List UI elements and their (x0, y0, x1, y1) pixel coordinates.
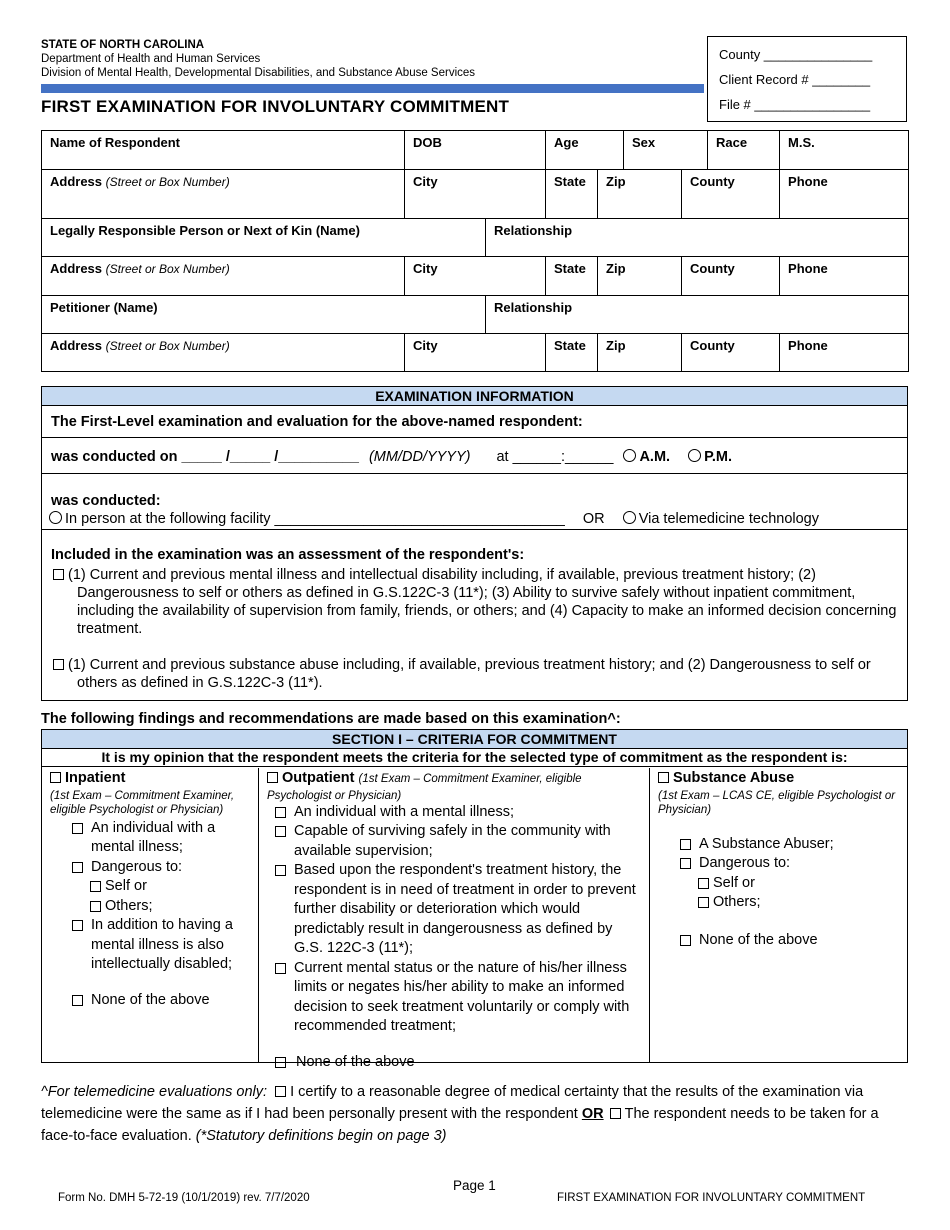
certify-text: I certify to a reasonable degree of medical certainty that the results of the examination via telemedicine were the same as if I had been personally present with the respondent (41, 1084, 864, 1122)
mental-illness-checkbox-icon[interactable] (53, 569, 64, 580)
findings-statement: The following findings and recommendations are made based on this examination^: (41, 711, 621, 727)
substance-abuse-note: (1st Exam – LCAS CE, eligible Psychologist or Physician) (658, 789, 896, 816)
examination-information-section (41, 386, 908, 701)
petitioner-relationship-field[interactable]: Relationship (486, 296, 909, 334)
kin-zip-field[interactable]: Zip (598, 257, 682, 296)
inpatient-dangerous[interactable]: Dangerous to: (72, 858, 250, 878)
kin-relationship-field[interactable]: Relationship (486, 219, 909, 257)
outpatient-none[interactable]: None of the above (275, 1053, 641, 1073)
or-text: OR (581, 1106, 604, 1122)
checkbox-icon[interactable] (90, 901, 101, 912)
substance-abuse-checkbox-icon[interactable] (658, 772, 669, 783)
respondent-info-table (41, 130, 909, 372)
kin-name-field[interactable]: Legally Responsible Person or Next of Kin (Name) (42, 219, 486, 257)
in-person-option[interactable]: In person at the following facility ____________________________________ (49, 511, 565, 527)
checkbox-icon[interactable] (680, 935, 691, 946)
checkbox-icon[interactable] (72, 823, 83, 834)
assessment-option-mental-illness[interactable]: (1) Current and previous mental illness and intellectual disability including, if available, previous treatment history; (2) Dangerousness to self or others as defined in G.S.122C-3 (11*); (3) Ability to survive safely without inpatient commitment, including the availability of supervision from family, friends, or others; and (4) Capacity to make an informed decision concerning treatment. (51, 566, 898, 638)
county-record-box (707, 36, 907, 122)
outpatient-mental-illness[interactable]: An individual with a mental illness; (275, 803, 641, 823)
race-field[interactable]: Race (708, 131, 780, 170)
footer-form-title: FIRST EXAMINATION FOR INVOLUNTARY COMMITMENT (557, 1192, 866, 1204)
opinion-statement: It is my opinion that the respondent meets the criteria for the selected type of commitment as the respondent is: (42, 749, 907, 767)
exam-intro: The First-Level examination and evaluation for the above-named respondent: (42, 406, 907, 438)
in-person-radio-icon[interactable] (49, 511, 62, 524)
inpatient-option[interactable]: Inpatient (50, 769, 250, 789)
client-record-field[interactable]: Client Record # ________ (719, 72, 871, 87)
exam-method-row (42, 474, 907, 530)
checkbox-icon[interactable] (680, 839, 691, 850)
outpatient-note: Psychologist or Physician) (267, 789, 402, 802)
checkbox-icon[interactable] (698, 897, 709, 908)
respondent-address-field[interactable]: Address (Street or Box Number) (42, 170, 405, 219)
county-field[interactable]: County _______________ (719, 47, 873, 62)
division-name: Division of Mental Health, Developmental Disabilities, and Substance Abuse Services (41, 67, 476, 79)
checkbox-icon[interactable] (275, 826, 286, 837)
petitioner-phone-field[interactable]: Phone (780, 334, 909, 372)
kin-phone-field[interactable]: Phone (780, 257, 909, 296)
telemedicine-footnote (41, 1081, 911, 1147)
respondent-city-field[interactable]: City (405, 170, 546, 219)
or-text: OR (582, 511, 605, 527)
checkbox-icon[interactable] (72, 862, 83, 873)
substance-abuse-column (650, 768, 907, 1062)
kin-address-field[interactable]: Address (Street or Box Number) (42, 257, 405, 296)
face-to-face-text: The respondent needs to be taken for a face-to-face evaluation. (41, 1106, 879, 1144)
respondent-name-field[interactable]: Name of Respondent (42, 131, 405, 170)
sex-field[interactable]: Sex (624, 131, 708, 170)
inpatient-none[interactable]: None of the above (72, 991, 250, 1011)
outpatient-option[interactable]: Outpatient (1st Exam – Commitment Examiner, eligible (267, 769, 641, 789)
outpatient-mental-status[interactable]: Current mental status or the nature of his/her illness limits or negates his/her ability to make an informed decision to seek treatment voluntarily or comply with recommended treatment; (275, 959, 641, 1037)
outpatient-checkbox-icon[interactable] (267, 772, 278, 783)
telemedicine-option[interactable]: Via telemedicine technology (623, 511, 819, 527)
checkbox-icon[interactable] (72, 995, 83, 1006)
page-number: Page 1 (453, 1178, 496, 1193)
inpatient-others[interactable]: Others; (90, 897, 250, 917)
inpatient-self[interactable]: Self or (90, 877, 250, 897)
age-field[interactable]: Age (546, 131, 624, 170)
checkbox-icon[interactable] (275, 865, 286, 876)
substance-others[interactable]: Others; (698, 893, 899, 913)
petitioner-county-field[interactable]: County (682, 334, 780, 372)
inpatient-checkbox-icon[interactable] (50, 772, 61, 783)
conducted-on-field[interactable]: was conducted on _____ /_____ /__________ (51, 449, 359, 465)
examination-heading: EXAMINATION INFORMATION (42, 387, 907, 406)
header-bar (41, 84, 704, 93)
agency-header (41, 38, 475, 80)
substance-abuser[interactable]: A Substance Abuser; (680, 835, 899, 855)
checkbox-icon[interactable] (698, 878, 709, 889)
form-title: FIRST EXAMINATION FOR INVOLUNTARY COMMITMENT (41, 97, 510, 116)
assessment-option-substance-abuse[interactable]: (1) Current and previous substance abuse including, if available, previous treatment history; and (2) Dangerousness to self or others as defined in G.S.122C-3 (11*). (51, 656, 898, 692)
inpatient-intellectually-disabled[interactable]: In addition to having a mental illness is also intellectually disabled; (72, 916, 250, 975)
petitioner-name-field[interactable]: Petitioner (Name) (42, 296, 486, 334)
section-criteria-for-commitment (41, 729, 908, 1070)
dob-field[interactable]: DOB (405, 131, 546, 170)
form-number: Form No. DMH 5-72-19 (10/1/2019) rev. 7/7/2020 (58, 1192, 310, 1204)
telemedicine-radio-icon[interactable] (623, 511, 636, 524)
pm-option[interactable]: P.M. (688, 449, 732, 465)
marital-status-field[interactable]: M.S. (780, 131, 909, 170)
file-number-field[interactable]: File # ________________ (719, 97, 871, 112)
outpatient-survive-safely[interactable]: Capable of surviving safely in the community with available supervision; (275, 822, 641, 861)
am-option[interactable]: A.M. (623, 449, 670, 465)
certify-checkbox-icon[interactable] (275, 1086, 286, 1097)
petitioner-city-field[interactable]: City (405, 334, 546, 372)
respondent-state-field[interactable]: State (546, 170, 598, 219)
substance-self[interactable]: Self or (698, 874, 899, 894)
state-name: STATE OF NORTH CAROLINA (41, 39, 205, 51)
statutory-note: (*Statutory definitions begin on page 3) (195, 1128, 447, 1144)
substance-abuse-option[interactable]: Substance Abuse (658, 769, 899, 789)
checkbox-icon[interactable] (680, 858, 691, 869)
respondent-zip-field[interactable]: Zip (598, 170, 682, 219)
face-to-face-checkbox-icon[interactable] (610, 1108, 621, 1119)
am-radio-icon[interactable] (623, 449, 636, 462)
time-field[interactable]: at ______:______ (496, 449, 614, 465)
department-name: Department of Health and Human Services (41, 53, 261, 65)
checkbox-icon[interactable] (275, 963, 286, 974)
pm-radio-icon[interactable] (688, 449, 701, 462)
included-label: Included in the examination was an assessment of the respondent's: (51, 547, 525, 563)
checkbox-icon[interactable] (90, 881, 101, 892)
petitioner-zip-field[interactable]: Zip (598, 334, 682, 372)
kin-city-field[interactable]: City (405, 257, 546, 296)
substance-dangerous[interactable]: Dangerous to: (680, 854, 899, 874)
petitioner-state-field[interactable]: State (546, 334, 598, 372)
inpatient-note: (1st Exam – Commitment Examiner, eligible Psychologist or Physician) (50, 789, 235, 816)
telemedicine-prefix: ^For telemedicine evaluations only: (41, 1084, 268, 1100)
respondent-phone-field[interactable]: Phone (780, 170, 909, 219)
substance-none[interactable]: None of the above (680, 931, 899, 951)
kin-county-field[interactable]: County (682, 257, 780, 296)
inpatient-column (42, 768, 259, 1062)
checkbox-icon[interactable] (275, 1057, 286, 1068)
checkbox-icon[interactable] (72, 920, 83, 931)
outpatient-column (259, 768, 650, 1070)
respondent-county-field[interactable]: County (682, 170, 780, 219)
assessment-block (42, 530, 907, 692)
inpatient-mental-illness[interactable]: An individual with a mental illness; (72, 819, 250, 858)
section-heading: SECTION I – CRITERIA FOR COMMITMENT (42, 730, 907, 749)
exam-date-row (42, 438, 907, 474)
date-format-hint: (MM/DD/YYYY) (368, 449, 471, 465)
substance-abuse-checkbox-icon[interactable] (53, 659, 64, 670)
kin-state-field[interactable]: State (546, 257, 598, 296)
checkbox-icon[interactable] (275, 807, 286, 818)
conducted-label: was conducted: (51, 493, 161, 509)
outpatient-treatment-history[interactable]: Based upon the respondent's treatment history, the respondent is in need of treatment in order to prevent further disability or deterioration which would predictably result in dangerousness as defined by G.S. 122C-3 (11*); (275, 861, 641, 959)
petitioner-address-field[interactable]: Address (Street or Box Number) (42, 334, 405, 372)
